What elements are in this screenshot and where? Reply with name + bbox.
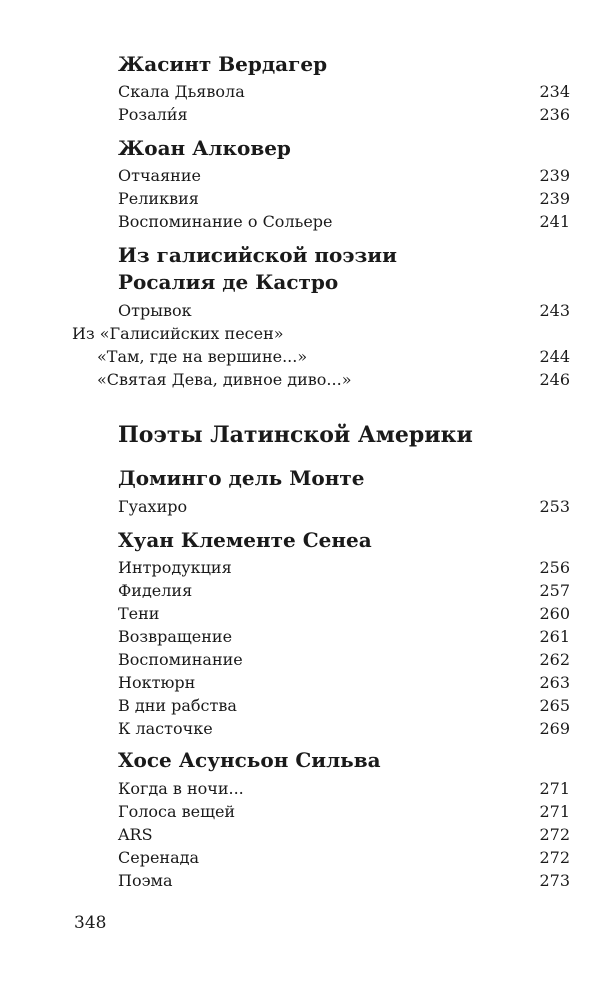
toc-entry-title: Отрывок bbox=[118, 301, 192, 320]
toc-entry-page: 253 bbox=[539, 497, 570, 516]
toc-entry-title: В дни рабства bbox=[118, 696, 237, 715]
toc-entry-page: 243 bbox=[539, 301, 570, 320]
toc-entry-page: 236 bbox=[539, 105, 570, 124]
toc-entry-page: 271 bbox=[539, 802, 570, 821]
toc-entry-page: 239 bbox=[539, 166, 570, 185]
toc-entry-title: Возвращение bbox=[118, 627, 233, 646]
toc-entry-page: 272 bbox=[539, 825, 570, 844]
toc-entry-title: Фиделия bbox=[118, 581, 193, 600]
author-heading-verdaguer: Жасинт Вердагер bbox=[118, 52, 328, 76]
toc-entry-page: 272 bbox=[539, 848, 570, 867]
toc-entry-title: Розали́я bbox=[118, 105, 188, 124]
toc-entry-title: Интродукция bbox=[118, 558, 232, 577]
toc-entry-title: ARS bbox=[118, 825, 153, 844]
section-title-latin-america: Поэты Латинской Америки bbox=[118, 422, 473, 448]
toc-entry-page: 241 bbox=[539, 212, 570, 231]
toc-entry-page: 256 bbox=[539, 558, 570, 577]
author-heading-castro: Росалия де Кастро bbox=[118, 270, 339, 294]
toc-entry-page: 262 bbox=[539, 650, 570, 669]
toc-entry-title: Поэма bbox=[118, 871, 173, 890]
page-number: 348 bbox=[74, 913, 107, 933]
toc-entry-page: 246 bbox=[539, 370, 570, 389]
author-heading-del-monte: Доминго дель Монте bbox=[118, 466, 365, 490]
toc-entry-title: Воспоминание о Сольере bbox=[118, 212, 333, 231]
toc-entry-title: «Там, где на вершине...» bbox=[97, 347, 308, 366]
toc-entry-title: Серенада bbox=[118, 848, 200, 867]
toc-entry-page: 244 bbox=[539, 347, 570, 366]
toc-entry-title: Гуахиро bbox=[118, 497, 188, 516]
toc-entry-title: К ласточке bbox=[118, 719, 213, 738]
toc-entry-title: Реликвия bbox=[118, 189, 199, 208]
toc-entry-title: Голоса вещей bbox=[118, 802, 236, 821]
toc-entry-title: Тени bbox=[118, 604, 160, 623]
author-heading-zenea: Хуан Клементе Сенеа bbox=[118, 528, 372, 552]
toc-entry-page: 271 bbox=[539, 779, 570, 798]
toc-entry-page: 234 bbox=[539, 82, 570, 101]
author-heading-silva: Хосе Асунсьон Сильва bbox=[118, 748, 381, 772]
toc-entry-page: 239 bbox=[539, 189, 570, 208]
toc-entry-page: 273 bbox=[539, 871, 570, 890]
toc-entry-title: «Святая Дева, дивное диво...» bbox=[97, 370, 352, 389]
toc-entry-page: 260 bbox=[539, 604, 570, 623]
subheading-galician-songs: Из «Галисийских песен» bbox=[72, 324, 284, 343]
toc-entry-page: 257 bbox=[539, 581, 570, 600]
toc-entry-page: 261 bbox=[539, 627, 570, 646]
toc-entry-title: Воспоминание bbox=[118, 650, 243, 669]
toc-entry-title: Отчаяние bbox=[118, 166, 201, 185]
toc-entry-page: 263 bbox=[539, 673, 570, 692]
toc-entry-title: Когда в ночи... bbox=[118, 779, 244, 798]
toc-entry-title: Ноктюрн bbox=[118, 673, 196, 692]
toc-entry-title: Скала Дьявола bbox=[118, 82, 245, 101]
toc-entry-page: 265 bbox=[539, 696, 570, 715]
section-heading-galician: Из галисийской поэзии bbox=[118, 243, 397, 267]
toc-entry-page: 269 bbox=[539, 719, 570, 738]
author-heading-alcover: Жоан Алковер bbox=[118, 136, 291, 160]
